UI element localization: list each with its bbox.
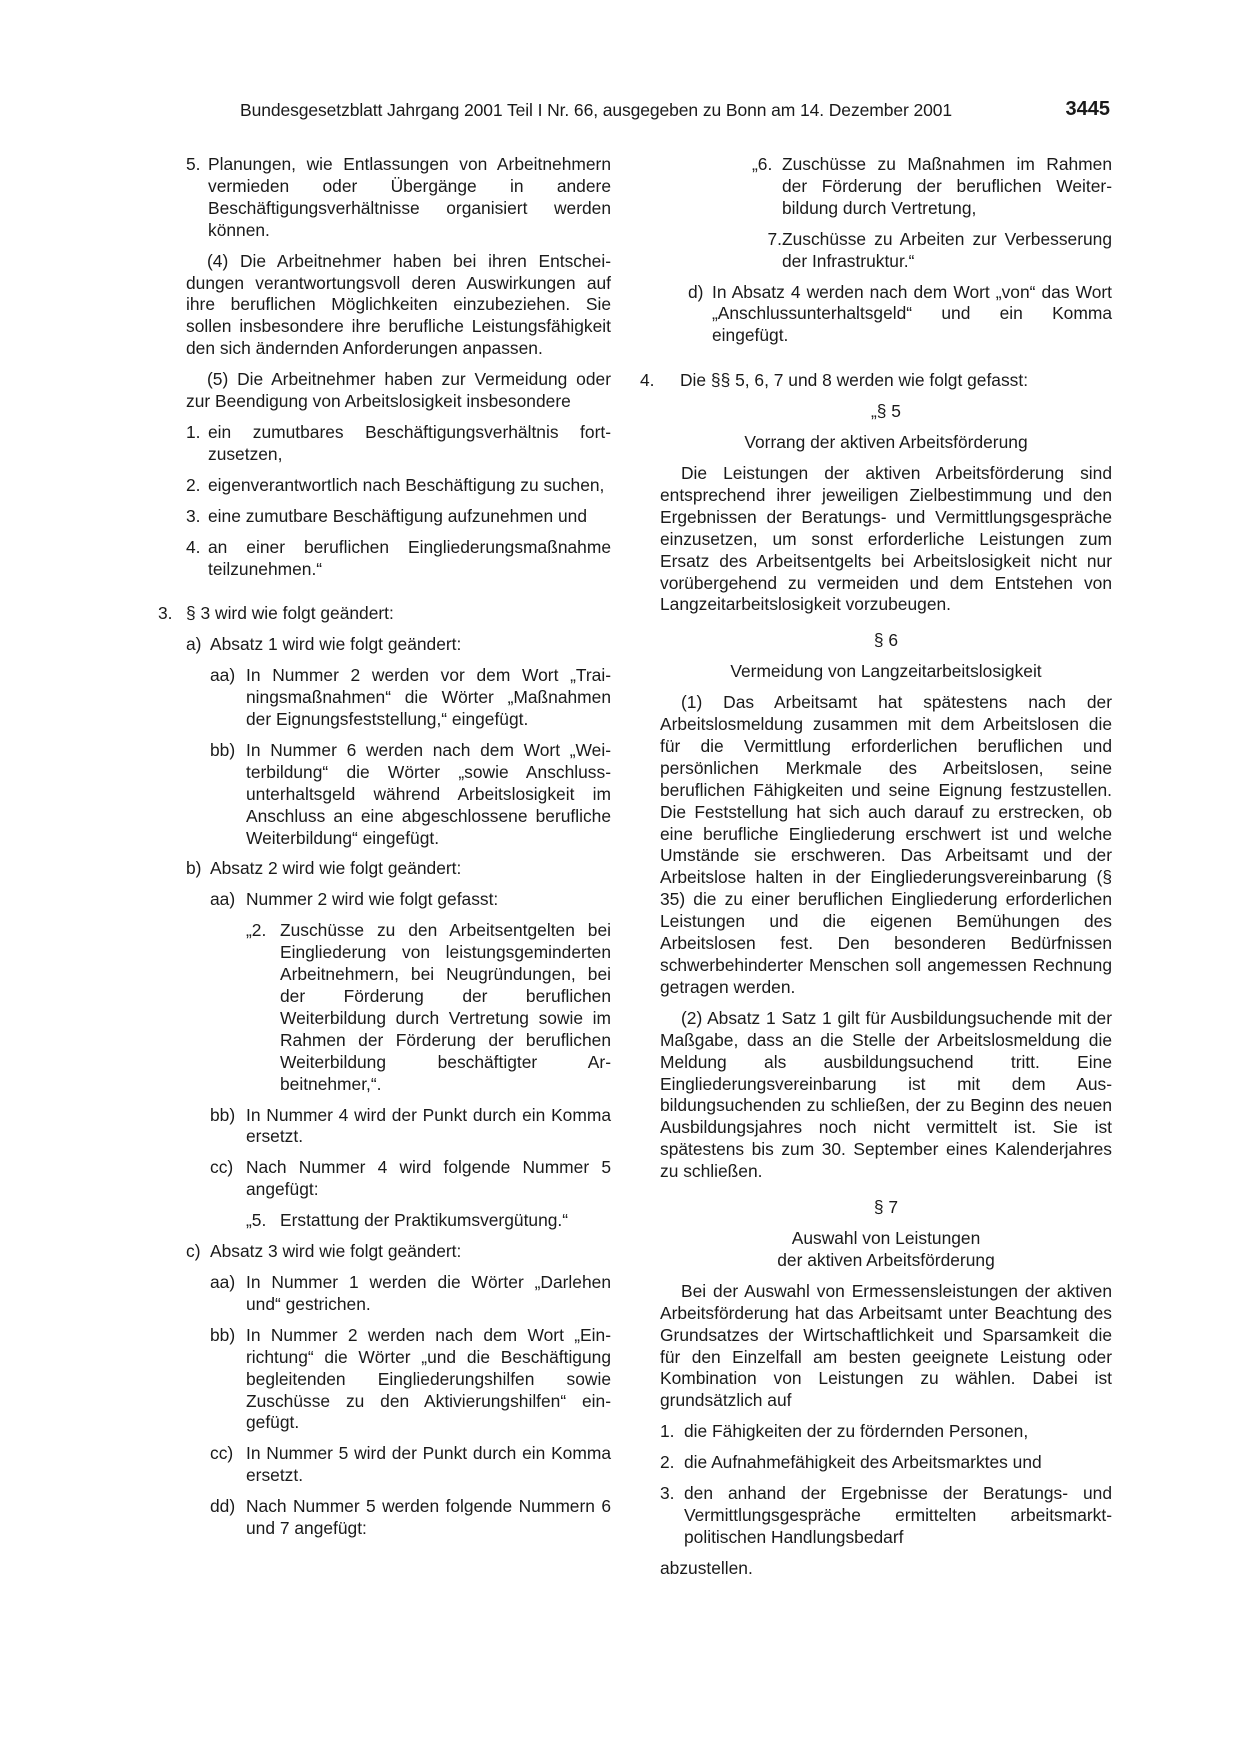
sub-sub-item xyxy=(158,665,611,731)
item-text: In Absatz 4 werden nach dem Wort „von“ das Wort „Anschlussunterhaltsgeld“ und ein Komma eingefügt. xyxy=(712,281,1112,346)
sub-sub-item xyxy=(158,1272,611,1316)
item-number: a) xyxy=(186,634,202,655)
sub-sub-item xyxy=(158,1157,611,1201)
item-number: 2. xyxy=(186,474,201,495)
item-text: Absatz 2 wird wie folgt geändert: xyxy=(210,858,462,879)
item-text: Planungen, wie Entlassungen von Arbeitnehmern vermieden oder Übergänge in andere Beschäftigungsverhältnisse organisiert werden können. xyxy=(208,154,611,240)
item-number: „5. xyxy=(246,1210,267,1231)
sub-sub-item xyxy=(158,1496,611,1540)
item-text: In Nummer 4 wird der Punkt durch ein Komma ersetzt. xyxy=(246,1104,611,1147)
sub-sub-item xyxy=(158,1443,611,1487)
amendment-item xyxy=(158,603,611,625)
item-number: 3. xyxy=(186,505,201,526)
item-number: 2. xyxy=(660,1452,675,1473)
paragraph: (5) Die Arbeitnehmer haben zur Vermeidung oder zur Beendigung von Arbeitslosigkeit insbesondere xyxy=(186,369,611,412)
quoted-item xyxy=(158,920,611,1095)
sub-sub-item xyxy=(158,1105,611,1149)
paragraph: (4) Die Arbeitnehmer haben bei ihren Entscheidungen verantwortungsvoll deren Auswirkungen auf ihre beruflichen Möglichkeiten einzubeziehen. Sie sollen insbesondere ihre berufliche Leistungsfähigkeit den sich ändernden Anforderungen anpassen. xyxy=(186,250,611,359)
sub-item xyxy=(158,634,611,656)
list-item xyxy=(158,506,611,528)
item-number: bb) xyxy=(210,739,236,760)
item-text: den anhand der Ergebnisse der Beratungs- und Vermittlungsgespräche ermittelten arbeitsmarktpolitischen Handlungsbedarf xyxy=(684,1483,1112,1547)
section-title: Vorrang der aktiven Arbeitsförderung xyxy=(744,432,1028,453)
item-text: Zuschüsse zu Arbeiten zur Verbesserung der Infrastruktur.“ xyxy=(782,228,1112,271)
paragraph: Die Leistungen der aktiven Arbeitsförderung sind entsprechend ihrer jeweiligen Zielbestimmung und den Ergebnissen der Beratungs- und Vermittlungsgespräche einzusetzen, um sonst erforderliche Leistungen zum Ersatz des Arbeitsentgelts bei Arbeitslosigkeit nicht nur vorübergehend zu vermeiden und dem Entstehen von Langzeitarbeitslosigkeit vorzubeugen. xyxy=(660,462,1112,615)
item-text: In Nummer 2 werden nach dem Wort „Einrichtung“ die Wörter „und die Beschäftigung begleitenden Eingliederungshilfen sowie Zuschüsse zu den Aktivierungshilfen“ eingefügt. xyxy=(246,1324,611,1433)
list-item xyxy=(158,422,611,466)
amendment-item xyxy=(640,370,1112,392)
left-column xyxy=(158,154,611,1549)
running-header xyxy=(0,100,1240,130)
section-sign: „§ 5 xyxy=(871,401,901,422)
item-text: Zuschüsse zu Maßnahmen im Rahmen der Förderung der beruflichen Weiterbildung durch Vertretung, xyxy=(782,154,1112,218)
item-number: aa) xyxy=(210,889,236,910)
item-number: d) xyxy=(688,281,704,302)
item-number: dd) xyxy=(210,1496,236,1517)
item-number: 5. xyxy=(186,154,201,174)
list-item xyxy=(660,1452,1112,1474)
sub-sub-item xyxy=(158,1325,611,1435)
item-text: Nach Nummer 4 wird folgende Nummer 5 angefügt: xyxy=(246,1157,611,1200)
item-text: Absatz 1 wird wie folgt geändert: xyxy=(210,634,462,655)
item-text: an einer beruflichen Eingliederungsmaßnahme teilzunehmen.“ xyxy=(208,536,611,579)
paragraph: (2) Absatz 1 Satz 1 gilt für Ausbildungsuchende mit der Maßgabe, dass an die Stelle der Arbeitslosmeldung die Meldung als ausbildungsuchend tritt. Eine Eingliederungsvereinbarung ist mit dem Ausbildungsuchenden zu schließen, der zu Beginn des neuen Ausbildungsjahres noch nicht vermittelt ist. Sie ist spätestens bis zum 30. September eines Kalenderjahres zu schließen. xyxy=(660,1007,1112,1182)
item-number: 4. xyxy=(186,536,201,557)
item-number: cc) xyxy=(210,1157,234,1178)
sub-item xyxy=(158,858,611,880)
sub-sub-item xyxy=(158,889,611,911)
paragraph: Bei der Auswahl von Ermessensleistungen der aktiven Arbeitsförderung hat das Arbeitsamt unter Beachtung des Grundsatzes der Wirtschaftlichkeit und Sparsamkeit die für den Einzelfall am besten geeignete Leistung oder Kombination von Leistungen zu wählen. Dabei ist grundsätzlich auf xyxy=(660,1280,1112,1411)
list-item xyxy=(158,475,611,497)
item-number: aa) xyxy=(210,665,236,686)
item-text: Zuschüsse zu den Arbeitsentgelten bei Eingliederung von leistungsgeminderten Arbeitnehmern, bei Neugründungen, bei der Förderung der beruflichen Weiterbildung durch Vertretung sowie im Rahmen der Förderung der beruflichen Weiterbildung beschäftigter Arbeitnehmer,“. xyxy=(280,920,611,1094)
item-text: ein zumutbares Beschäftigungsverhältnis fortzusetzen, xyxy=(208,421,611,464)
item-number: 1. xyxy=(186,421,201,442)
quoted-item xyxy=(660,229,1112,273)
item-text: Nummer 2 wird wie folgt gefasst: xyxy=(246,889,499,910)
item-number: b) xyxy=(186,858,202,879)
item-number: bb) xyxy=(210,1104,236,1125)
item-number: 1. xyxy=(660,1421,675,1442)
section-title: der aktiven Arbeitsförderung xyxy=(777,1249,995,1270)
right-column xyxy=(640,154,1112,1580)
list-item xyxy=(158,154,611,242)
item-text: die Aufnahmefähigkeit des Arbeitsmarktes und xyxy=(684,1452,1042,1473)
item-number: „2. xyxy=(246,920,267,941)
sub-item xyxy=(158,1241,611,1263)
item-number: aa) xyxy=(210,1271,236,1292)
item-text: Nach Nummer 5 werden folgende Nummern 6 und 7 angefügt: xyxy=(246,1496,611,1539)
item-number: „6. xyxy=(752,154,773,174)
item-text: eigenverantwortlich nach Beschäftigung zu suchen, xyxy=(208,474,605,495)
item-text: Die §§ 5, 6, 7 und 8 werden wie folgt gefasst: xyxy=(680,370,1029,391)
item-number: bb) xyxy=(210,1324,236,1345)
section-sign: § 6 xyxy=(873,630,899,651)
sub-item xyxy=(660,282,1112,348)
running-title: Bundesgesetzblatt Jahrgang 2001 Teil I Nr. 66, ausgegeben zu Bonn am 14. Dezember 2001 xyxy=(240,100,952,120)
sub-sub-item xyxy=(158,740,611,850)
item-number: 4. xyxy=(640,370,655,391)
section-title: Auswahl von Leistungen xyxy=(791,1227,981,1248)
list-item xyxy=(660,1421,1112,1443)
item-number: 3. xyxy=(158,603,173,624)
item-text: eine zumutbare Beschäftigung aufzunehmen und xyxy=(208,505,587,526)
item-number: 7. xyxy=(767,228,782,249)
item-text: Erstattung der Praktikumsvergütung.“ xyxy=(280,1210,569,1231)
item-number: cc) xyxy=(210,1443,234,1464)
item-text: § 3 wird wie folgt geändert: xyxy=(186,603,394,624)
quoted-item xyxy=(158,1210,611,1232)
item-text: In Nummer 6 werden nach dem Wort „Weiterbildung“ die Wörter „sowie Anschlussunterhaltsgeld während Arbeitslosigkeit im Anschluss an eine abgeschlossene berufliche Weiterbildung“ eingefügt. xyxy=(246,739,611,848)
page-number: 3445 xyxy=(1065,98,1110,120)
section-sign: § 7 xyxy=(873,1197,899,1218)
closing-text: abzustellen. xyxy=(660,1557,753,1578)
list-item xyxy=(660,1483,1112,1549)
item-text: In Nummer 5 wird der Punkt durch ein Komma ersetzt. xyxy=(246,1443,611,1486)
item-text: Absatz 3 wird wie folgt geändert: xyxy=(210,1241,462,1262)
section-title: Vermeidung von Langzeitarbeitslosigkeit xyxy=(730,661,1042,682)
item-text: die Fähigkeiten der zu fördernden Personen, xyxy=(684,1421,1029,1442)
list-item xyxy=(158,537,611,581)
quoted-item xyxy=(660,154,1112,220)
item-text: In Nummer 1 werden die Wörter „Darlehen und“ gestrichen. xyxy=(246,1271,611,1314)
paragraph: (1) Das Arbeitsamt hat spätestens nach der Arbeitslosmeldung zusammen mit dem Arbeitslosen die für die Vermittlung erforderlichen beruflichen und persönlichen Merkmale des Arbeitslosen, seine beruflichen Fähigkeiten und seine Eignung festzustellen. Die Feststellung hat sich auch darauf zu erstrecken, ob eine berufliche Eingliederung erschwert ist und welche Umstände sie erschweren. Das Arbeitsamt und der Arbeitslose halten in der Eingliederungsvereinbarung (§ 35) die zu einer beruflichen Eingliederung erforderlichen Leistungen und die eigenen Bemühungen des Arbeitslosen fest. Den besonderen Bedürfnissen schwerbehinderter Menschen soll angemessen Rechnung getragen werden. xyxy=(660,692,1112,997)
item-text: In Nummer 2 werden vor dem Wort „Trainingsmaßnahmen“ die Wörter „Maßnahmen der Eignungsfeststellung,“ eingefügt. xyxy=(246,665,611,730)
item-number: c) xyxy=(186,1241,201,1262)
item-number: 3. xyxy=(660,1483,675,1504)
